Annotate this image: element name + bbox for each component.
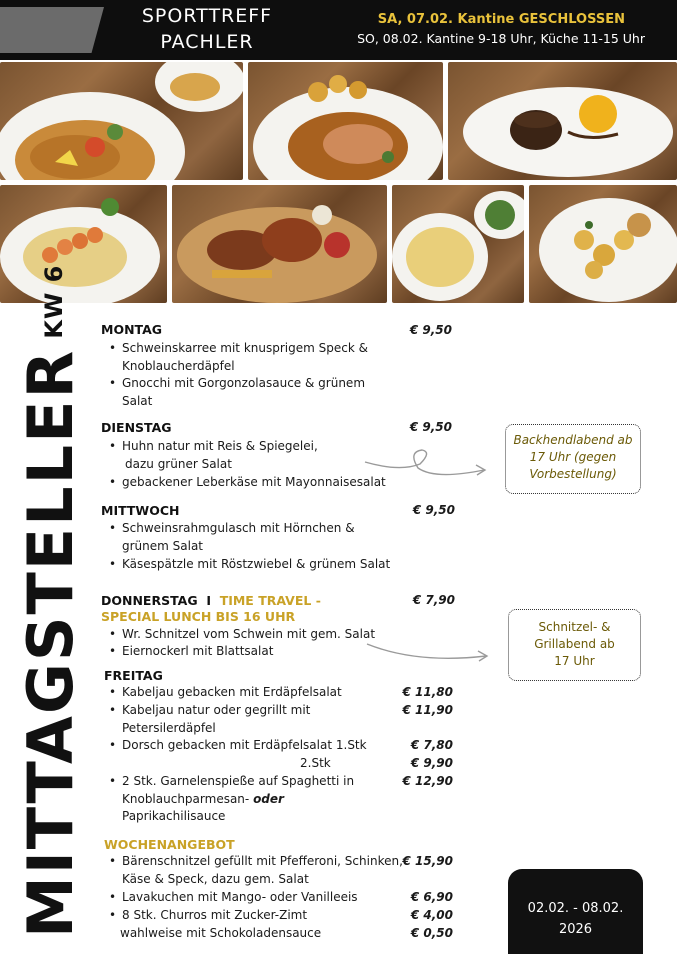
price-kabeljau-natur: € 11,90 [402, 703, 453, 717]
price-dienstag: € 9,50 [409, 420, 452, 434]
menu-item: • Huhn natur mit Reis & Spiegelei, dazu grüner Salat [122, 438, 318, 473]
brand-name-line2: PACHLER [160, 31, 254, 53]
photo-shrimp-spaghetti [0, 185, 167, 303]
day-heading-mittwoch: MITTWOCH [101, 503, 180, 518]
saturday-notice: SA, 07.02. Kantine GESCHLOSSEN [377, 12, 625, 27]
menu-item: • Schweinskarree mit knusprigem Speck & Knoblaucherdäpfel [122, 340, 368, 375]
menu-item: • Kabeljau natur oder gegrillt mit Petersilerdäpfel [122, 702, 310, 737]
price-churros: € 4,00 [410, 908, 453, 922]
menu-item-note: wahlweise mit Schokoladensauce [120, 926, 322, 940]
photo-potatoes-fish [529, 185, 677, 303]
photo-roast-with-potatoes [248, 62, 443, 180]
menu-item: • Kabeljau gebacken mit Erdäpfelsalat [122, 684, 342, 702]
photo-lava-cake [448, 62, 677, 180]
info-box-schnitzelabend: Schnitzel- & Grillabend ab 17 Uhr [508, 609, 641, 681]
arrow-icon [362, 630, 492, 670]
menu-item: • 8 Stk. Churros mit Zucker-Zimt [122, 907, 307, 925]
section-heading-wochenangebot: WOCHENANGEBOT [104, 837, 235, 852]
price-garnelenspiesse: € 12,90 [402, 774, 453, 788]
price-lavakuchen: € 6,90 [410, 890, 453, 904]
price-donnerstag: € 7,90 [412, 593, 455, 607]
header-stripe [0, 7, 104, 53]
menu-item: • 2 Stk. Garnelenspieße auf Spaghetti in Knoblauchparmesan- oder Paprikachilisauce [122, 773, 354, 826]
price-dorsch-1stk: € 7,80 [410, 738, 453, 752]
day-heading-dienstag: DIENSTAG [101, 420, 172, 435]
photo-grill-platter [172, 185, 387, 303]
menu-item: • Lavakuchen mit Mango- oder Vanilleeis [122, 889, 358, 907]
sunday-notice: SO, 08.02. Kantine 9-18 Uhr, Küche 11-15 Uhr [357, 31, 645, 46]
price-montag: € 9,50 [409, 323, 452, 337]
special-offer-label-line2: SPECIAL LUNCH BIS 16 UHR [101, 609, 296, 624]
day-heading-donnerstag: DONNERSTAG I TIME TRAVEL - [101, 593, 321, 608]
price-baerenschnitzel: € 15,90 [402, 854, 453, 868]
menu-item: • Käsespätzle mit Röstzwiebel & grünem Salat [122, 556, 390, 574]
info-box-backhendlabend: Backhendlabend ab 17 Uhr (gegen Vorbestellung) [505, 424, 641, 494]
price-dorsch-2stk: € 9,90 [410, 756, 453, 770]
photo-kaesespaetzle [392, 185, 524, 303]
price-kabeljau-gebacken: € 11,80 [402, 685, 453, 699]
menu-item: • Gnocchi mit Gorgonzolasauce & grünem Salat [122, 375, 365, 410]
menu-item: • gebackener Leberkäse mit Mayonnaisesalat [122, 474, 386, 492]
special-offer-label: TIME TRAVEL - [219, 593, 321, 608]
date-range-box [508, 869, 643, 954]
price-mittwoch: € 9,50 [412, 503, 455, 517]
day-heading-montag: MONTAG [101, 322, 163, 337]
photo-schnitzel [0, 62, 243, 180]
arrow-icon [360, 440, 490, 490]
date-range: 02.02. - 08.02. [527, 901, 624, 916]
menu-item: • Wr. Schnitzel vom Schwein mit gem. Salat [122, 626, 375, 644]
title-mittagsteller: MITTAGSTELLER [14, 348, 87, 938]
day-heading-freitag: FREITAG [104, 668, 163, 683]
menu-item: • Eiernockerl mit Blattsalat [122, 643, 273, 661]
title-calendar-week: KW 6 [40, 264, 68, 339]
header-bar [0, 0, 677, 60]
date-year: 2026 [558, 922, 593, 937]
menu-item: • Bärenschnitzel gefüllt mit Pfefferoni, Schinken, Käse & Speck, dazu gem. Salat [122, 853, 403, 888]
menu-item: • Schweinsrahmgulasch mit Hörnchen & grünem Salat [122, 520, 355, 555]
price-schokoladensauce: € 0,50 [410, 926, 453, 940]
brand-name-line1: SPORTTREFF [141, 5, 273, 27]
menu-item: • Dorsch gebacken mit Erdäpfelsalat 1.Stk 2.Stk [122, 737, 367, 772]
vertical-title [14, 264, 87, 938]
